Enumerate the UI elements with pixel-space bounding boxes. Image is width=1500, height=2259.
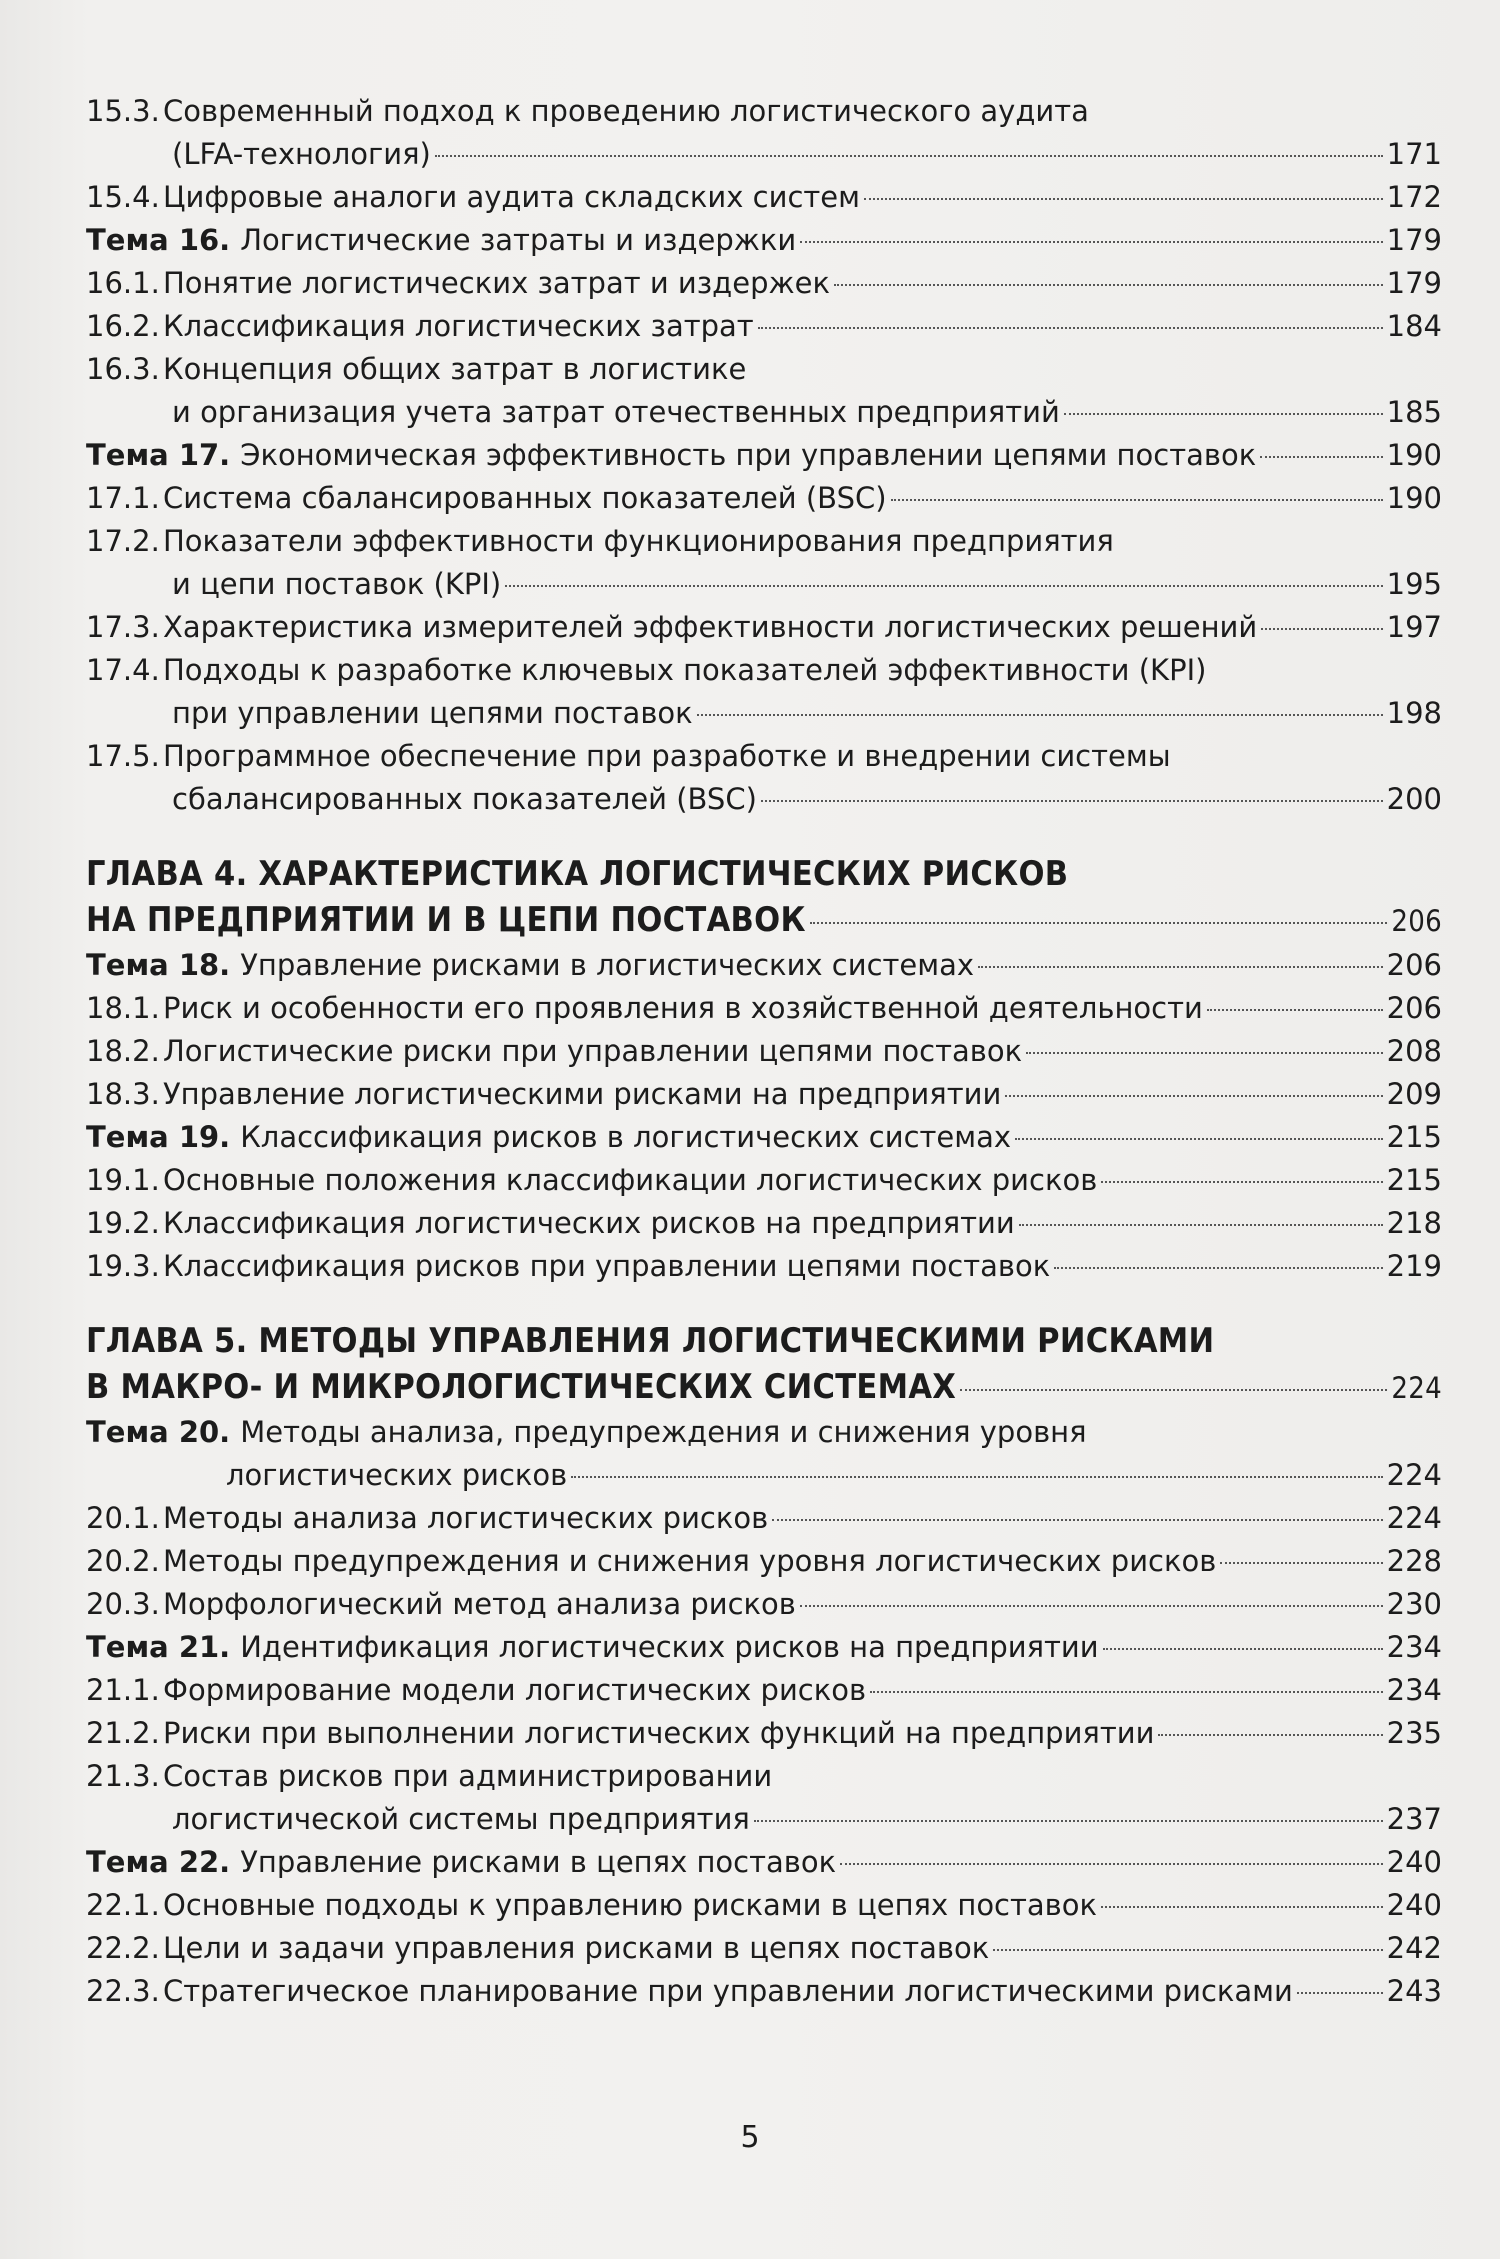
toc-entry: [86, 1927, 1442, 1970]
section-title-continued: (LFA-технология): [172, 137, 431, 171]
page-number: 230: [1386, 1587, 1442, 1621]
section-number: 17.4.: [86, 653, 160, 687]
toc-entry: [86, 1712, 1442, 1755]
chapter-heading: [86, 851, 1442, 944]
toc-entry: [86, 1540, 1442, 1583]
dot-leader: [571, 1476, 1382, 1478]
section-number: 19.2.: [86, 1206, 160, 1240]
dot-leader: [960, 1389, 1387, 1391]
dot-leader: [772, 1519, 1382, 1521]
toc-entry: [86, 1202, 1442, 1245]
chapter-title: ГЛАВА 5. МЕТОДЫ УПРАВЛЕНИЯ ЛОГИСТИЧЕСКИМИ РИСКАМИ: [86, 1321, 1215, 1361]
topic-label: Тема 18.: [86, 948, 231, 982]
section-title: Программное обеспечение при разработке и внедрении системы: [163, 739, 1171, 773]
page-footer-number: 5: [740, 2120, 760, 2155]
chapter-title: ГЛАВА 4. ХАРАКТЕРИСТИКА ЛОГИСТИЧЕСКИХ РИСКОВ: [86, 854, 1069, 894]
toc-entry: [86, 1030, 1442, 1073]
page-number: 200: [1386, 782, 1442, 816]
dot-leader: [697, 714, 1383, 716]
page-number: 206: [1386, 991, 1442, 1025]
toc-topic: [86, 944, 1442, 987]
page-number: 172: [1386, 180, 1442, 214]
section-title: Характеристика измерителей эффективности логистических решений: [163, 610, 1258, 644]
section-number: 15.3.: [86, 94, 160, 128]
page-number: 215: [1386, 1163, 1442, 1197]
dot-leader: [1261, 628, 1382, 630]
toc-topic: [86, 219, 1442, 262]
toc-entry: [86, 1970, 1442, 2013]
dot-leader: [435, 155, 1383, 157]
section-title-continued: и цепи поставок (KPI): [172, 567, 502, 601]
dot-leader: [864, 198, 1383, 200]
section-number: 22.1.: [86, 1888, 160, 1922]
toc-entry: [86, 90, 1442, 176]
dot-leader: [1101, 1181, 1382, 1183]
page-number: 206: [1391, 904, 1442, 938]
section-number: 20.2.: [86, 1544, 160, 1578]
page-number: 240: [1386, 1888, 1442, 1922]
topic-title: Управление рисками в логистических системах: [240, 948, 975, 982]
section-number: 17.5.: [86, 739, 160, 773]
section-number: 16.1.: [86, 266, 160, 300]
page-number: 190: [1386, 481, 1442, 515]
page-number: 179: [1386, 223, 1442, 257]
dot-leader: [891, 499, 1383, 501]
section-number: 18.3.: [86, 1077, 160, 1111]
page-number: 171: [1386, 137, 1442, 171]
section-title-continued: и организация учета затрат отечественных предприятий: [172, 395, 1060, 429]
section-number: 22.2.: [86, 1931, 160, 1965]
toc-entry: [86, 305, 1442, 348]
dot-leader: [1026, 1052, 1383, 1054]
page-number: 224: [1386, 1458, 1442, 1492]
page-number: 198: [1386, 696, 1442, 730]
toc-entry: [86, 520, 1442, 606]
section-number: 18.2.: [86, 1034, 160, 1068]
toc-entry: [86, 1159, 1442, 1202]
page-number: 228: [1386, 1544, 1442, 1578]
section-title: Цифровые аналоги аудита складских систем: [163, 180, 861, 214]
dot-leader: [1054, 1267, 1382, 1269]
page-number: 237: [1386, 1802, 1442, 1836]
page-number: 235: [1386, 1716, 1442, 1750]
page-number: 185: [1386, 395, 1442, 429]
page-number: 234: [1386, 1630, 1442, 1664]
toc-entry: [86, 735, 1442, 821]
section-title: Система сбалансированных показателей (BSC): [163, 481, 887, 515]
dot-leader: [834, 284, 1383, 286]
dot-leader: [1019, 1224, 1383, 1226]
topic-label: Тема 17.: [86, 438, 231, 472]
page-number: 219: [1386, 1249, 1442, 1283]
section-title: Логистические риски при управлении цепями поставок: [163, 1034, 1023, 1068]
topic-label: Тема 22.: [86, 1845, 231, 1879]
topic-title: Классификация рисков в логистических системах: [240, 1120, 1012, 1154]
dot-leader: [840, 1863, 1383, 1865]
page-number: 215: [1386, 1120, 1442, 1154]
chapter-title-continued: В МАКРО- И МИКРОЛОГИСТИЧЕСКИХ СИСТЕМАХ: [86, 1367, 957, 1407]
toc-entry: [86, 262, 1442, 305]
section-number: 16.3.: [86, 352, 160, 386]
page-number: 206: [1386, 948, 1442, 982]
topic-title: Методы анализа, предупреждения и снижения уровня: [240, 1415, 1087, 1449]
dot-leader: [754, 1820, 1383, 1822]
section-title: Основные подходы к управлению рисками в цепях поставок: [163, 1888, 1098, 1922]
section-number: 17.3.: [86, 610, 160, 644]
dot-leader: [1064, 413, 1383, 415]
dot-leader: [870, 1691, 1383, 1693]
topic-title: Логистические затраты и издержки: [240, 223, 797, 257]
page-number: 195: [1386, 567, 1442, 601]
dot-leader: [1207, 1009, 1383, 1011]
page-number: 208: [1386, 1034, 1442, 1068]
toc-entry: [86, 1669, 1442, 1712]
section-number: 15.4.: [86, 180, 160, 214]
dot-leader: [800, 241, 1382, 243]
section-number: 20.3.: [86, 1587, 160, 1621]
dot-leader: [1220, 1562, 1382, 1564]
section-number: 21.1.: [86, 1673, 160, 1707]
page-number: 197: [1386, 610, 1442, 644]
section-title: Показатели эффективности функционирования предприятия: [163, 524, 1114, 558]
section-title-continued: логистической системы предприятия: [172, 1802, 750, 1836]
dot-leader: [1297, 1992, 1383, 1994]
section-number: 18.1.: [86, 991, 160, 1025]
section-title: Классификация рисков при управлении цепями поставок: [163, 1249, 1051, 1283]
section-title: Основные положения классификации логистических рисков: [163, 1163, 1098, 1197]
section-number: 17.1.: [86, 481, 160, 515]
toc-entry: [86, 1755, 1442, 1841]
dot-leader: [505, 585, 1382, 587]
section-title: Подходы к разработке ключевых показателей эффективности (KPI): [163, 653, 1207, 687]
section-title: Современный подход к проведению логистического аудита: [163, 94, 1089, 128]
toc-entry: [86, 649, 1442, 735]
page-number: 179: [1386, 266, 1442, 300]
dot-leader: [800, 1605, 1383, 1607]
dot-leader: [1015, 1138, 1383, 1140]
topic-label: Тема 19.: [86, 1120, 231, 1154]
section-title: Формирование модели логистических рисков: [163, 1673, 867, 1707]
page-number: 190: [1386, 438, 1442, 472]
section-title: Концепция общих затрат в логистике: [163, 352, 747, 386]
page-number: 224: [1386, 1501, 1442, 1535]
page-number: 218: [1386, 1206, 1442, 1240]
toc-entry: [86, 1497, 1442, 1540]
chapter-heading: [86, 1318, 1442, 1411]
toc-entry: [86, 477, 1442, 520]
dot-leader: [810, 922, 1388, 924]
toc-entry: [86, 1073, 1442, 1116]
section-number: 19.1.: [86, 1163, 160, 1197]
section-title: Морфологический метод анализа рисков: [163, 1587, 796, 1621]
dot-leader: [1005, 1095, 1382, 1097]
dot-leader: [993, 1949, 1382, 1951]
section-title: Классификация логистических рисков на предприятии: [163, 1206, 1015, 1240]
section-title: Стратегическое планирование при управлении логистическими рисками: [163, 1974, 1293, 2008]
dot-leader: [1260, 456, 1382, 458]
section-number: 17.2.: [86, 524, 160, 558]
section-number: 19.3.: [86, 1249, 160, 1283]
page-number: 240: [1386, 1845, 1442, 1879]
section-title: Методы предупреждения и снижения уровня логистических рисков: [163, 1544, 1217, 1578]
dot-leader: [761, 800, 1383, 802]
toc-topic: [86, 434, 1442, 477]
dot-leader: [1103, 1648, 1383, 1650]
chapter-title-continued: НА ПРЕДПРИЯТИИ И В ЦЕПИ ПОСТАВОК: [86, 900, 806, 940]
page-number: 209: [1386, 1077, 1442, 1111]
topic-title: Экономическая эффективность при управлении цепями поставок: [240, 438, 1257, 472]
dot-leader: [758, 327, 1383, 329]
page-number: 224: [1391, 1371, 1442, 1405]
topic-label: Тема 20.: [86, 1415, 231, 1449]
section-title-continued: сбалансированных показателей (BSC): [172, 782, 757, 816]
section-number: 21.3.: [86, 1759, 160, 1793]
section-number: 16.2.: [86, 309, 160, 343]
section-number: 22.3.: [86, 1974, 160, 2008]
topic-title: Идентификация логистических рисков на предприятии: [240, 1630, 1099, 1664]
dot-leader: [1158, 1734, 1382, 1736]
table-of-contents: [86, 90, 1442, 2013]
section-number: 20.1.: [86, 1501, 160, 1535]
toc-entry: [86, 987, 1442, 1030]
toc-entry: [86, 1884, 1442, 1927]
toc-topic: [86, 1116, 1442, 1159]
toc-entry: [86, 348, 1442, 434]
page-number: 184: [1386, 309, 1442, 343]
section-title: Управление логистическими рисками на предприятии: [163, 1077, 1002, 1111]
section-title: Классификация логистических затрат: [163, 309, 754, 343]
section-title: Риски при выполнении логистических функций на предприятии: [163, 1716, 1155, 1750]
section-title: Методы анализа логистических рисков: [163, 1501, 769, 1535]
section-title: Понятие логистических затрат и издержек: [163, 266, 830, 300]
page-number: 242: [1386, 1931, 1442, 1965]
section-title: Риск и особенности его проявления в хозяйственной деятельности: [163, 991, 1203, 1025]
topic-title-continued: логистических рисков: [226, 1458, 568, 1492]
toc-entry: [86, 1245, 1442, 1288]
topic-label: Тема 21.: [86, 1630, 231, 1664]
topic-label: Тема 16.: [86, 223, 231, 257]
section-title: Цели и задачи управления рисками в цепях поставок: [163, 1931, 990, 1965]
toc-topic: [86, 1841, 1442, 1884]
section-title-continued: при управлении цепями поставок: [172, 696, 693, 730]
toc-topic: [86, 1411, 1442, 1497]
page-number: 243: [1386, 1974, 1442, 2008]
page-number: 234: [1386, 1673, 1442, 1707]
toc-entry: [86, 1583, 1442, 1626]
toc-topic: [86, 1626, 1442, 1669]
section-number: 21.2.: [86, 1716, 160, 1750]
toc-entry: [86, 606, 1442, 649]
dot-leader: [978, 966, 1383, 968]
dot-leader: [1101, 1906, 1383, 1908]
section-title: Состав рисков при администрировании: [163, 1759, 773, 1793]
toc-entry: [86, 176, 1442, 219]
topic-title: Управление рисками в цепях поставок: [240, 1845, 837, 1879]
